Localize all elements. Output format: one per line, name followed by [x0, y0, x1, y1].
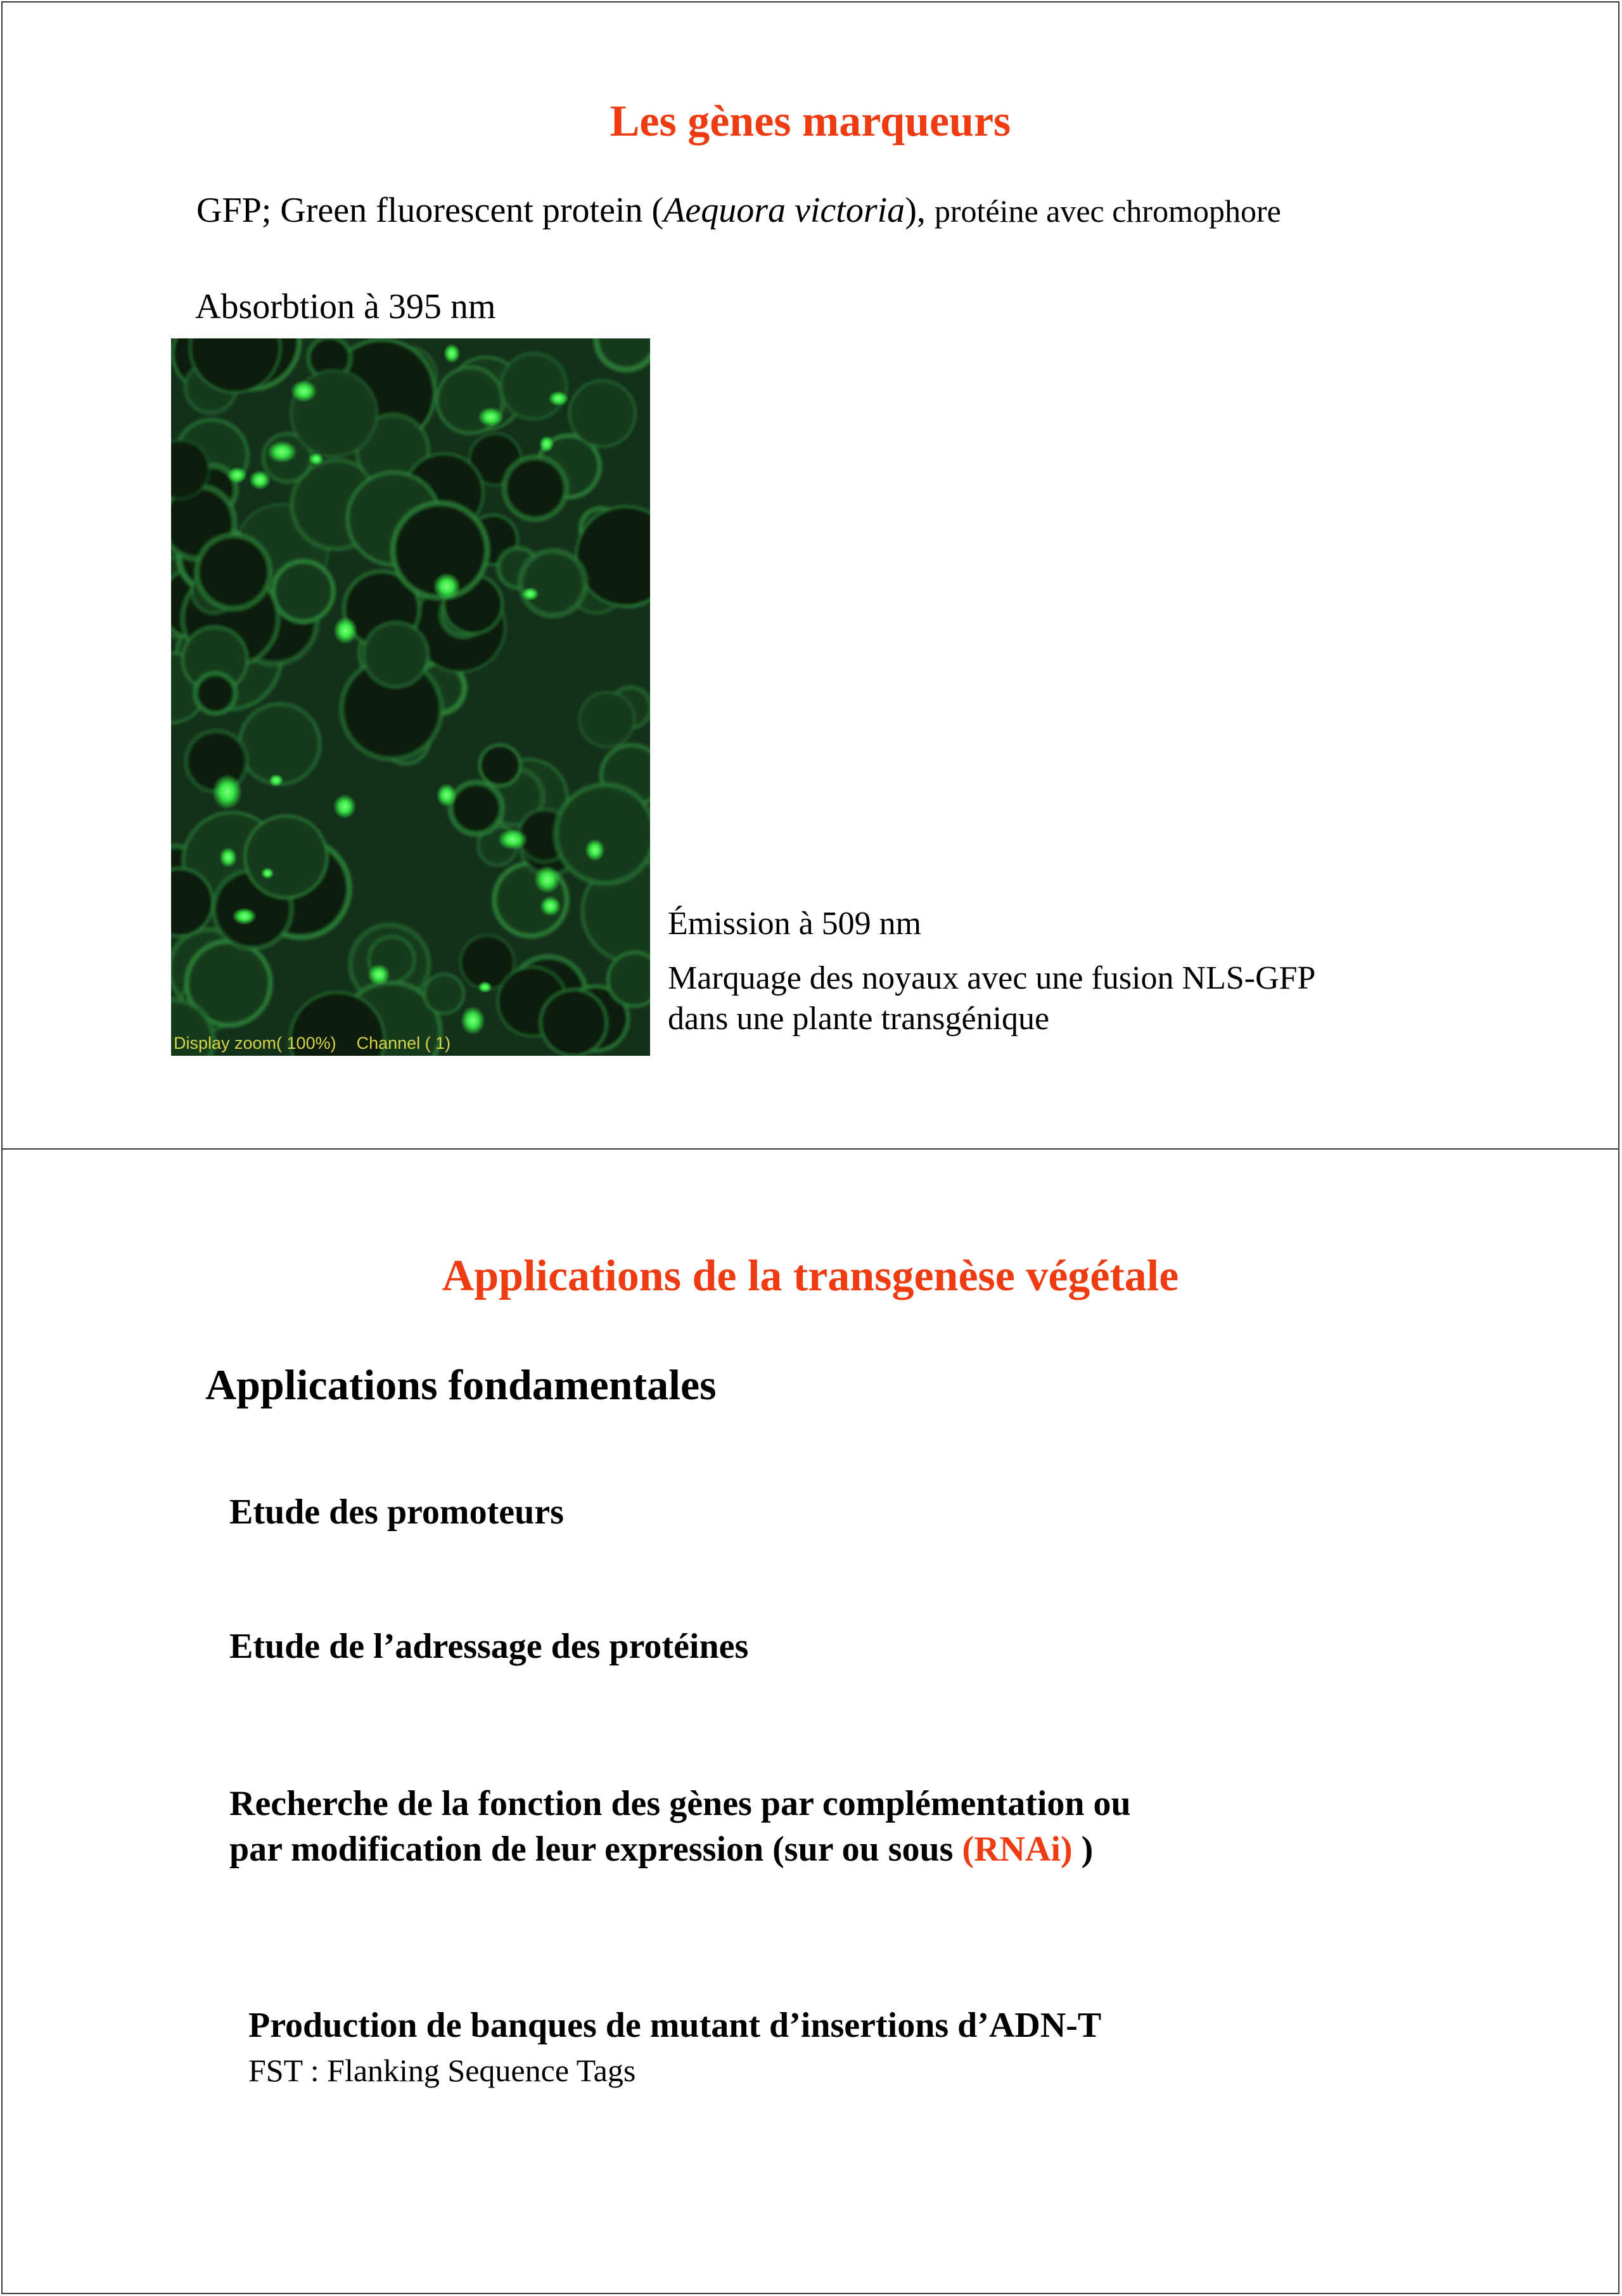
marking-line-1: Marquage des noyaux avec une fusion NLS-GFP: [668, 960, 1316, 996]
list-item-gene-function-line-2: [229, 1829, 1093, 1870]
gfp-micrograph: [171, 338, 650, 1056]
micrograph-caption: [174, 1034, 450, 1053]
caption-zoom: Display zoom( 100%): [174, 1034, 336, 1053]
fluorescent-nucleus: [498, 829, 528, 850]
cell-outline: [540, 990, 606, 1056]
gene-function-suffix: ): [1072, 1830, 1094, 1869]
section-heading: Applications fondamentales: [205, 1361, 717, 1409]
fluorescent-nucleus: [269, 774, 283, 786]
cell-outline: [569, 380, 635, 447]
fluorescent-nucleus: [433, 573, 461, 600]
fluorescent-nucleus: [540, 896, 561, 916]
cell-outline: [504, 457, 566, 519]
fluorescent-nucleus: [291, 380, 317, 402]
fluorescent-nucleus: [333, 617, 357, 645]
slide-title: Applications de la transgenèse végétale: [442, 1252, 1179, 1300]
gfp-prefix: GFP; Green fluorescent protein (: [196, 191, 664, 230]
gfp-description: [196, 190, 1281, 231]
fluorescent-nucleus: [261, 868, 274, 879]
fluorescent-nucleus: [521, 587, 539, 601]
rnai-highlight: (RNAi): [962, 1830, 1073, 1869]
fluorescent-nucleus: [437, 783, 457, 807]
fluorescent-nucleus: [478, 407, 504, 427]
absorption-text: Absorbtion à 395 nm: [195, 287, 496, 326]
fluorescent-nucleus: [461, 1006, 485, 1035]
cell-outline: [480, 745, 521, 786]
fluorescent-nucleus: [309, 452, 324, 465]
gfp-tail: protéine avec chromophore: [934, 193, 1281, 229]
list-item-gene-function-line-1: Recherche de la fonction des gènes par complémentation ou: [229, 1784, 1131, 1823]
fluorescent-nucleus: [333, 794, 356, 819]
fluorescent-nucleus: [212, 774, 242, 809]
list-item-promoters: Etude des promoteurs: [229, 1492, 564, 1532]
fst-definition: FST : Flanking Sequence Tags: [248, 2053, 636, 2088]
marking-line-2: dans une plante transgénique: [668, 1001, 1050, 1037]
fluorescent-nucleus: [219, 847, 237, 868]
cell-outline: [197, 536, 271, 609]
species-name: Aequora victoria: [663, 191, 905, 230]
slide-plant-transgenesis: [1, 1148, 1619, 2294]
gfp-suffix: ),: [905, 191, 935, 230]
caption-channel: Channel ( 1): [356, 1034, 451, 1053]
fluorescent-nucleus: [232, 907, 257, 925]
gene-function-prefix: par modification de leur expression (sur ou sous: [229, 1830, 962, 1869]
cell-outline: [450, 783, 502, 834]
cell-outline: [239, 704, 320, 785]
cell-outline: [556, 785, 650, 883]
fluorescent-nucleus: [267, 441, 297, 463]
fluorescent-nucleus: [249, 470, 271, 490]
cell-outline: [520, 551, 585, 616]
micrograph-image: [171, 338, 650, 1056]
fluorescent-nucleus: [534, 866, 561, 894]
list-item-mutant-banks: Production de banques de mutant d’insertions d’ADN-T: [248, 2006, 1102, 2045]
list-item-protein-targeting: Etude de l’adressage des protéines: [229, 1627, 749, 1666]
fluorescent-nucleus: [227, 467, 247, 484]
fluorescent-nucleus: [478, 981, 492, 992]
cell-outline: [195, 674, 235, 714]
fluorescent-nucleus: [444, 343, 460, 363]
cell-outline: [245, 816, 328, 898]
cell-outline: [579, 692, 634, 747]
cell-outline: [501, 354, 567, 420]
cell-outline: [273, 561, 333, 622]
cell-outline: [425, 974, 464, 1013]
cell-outline: [608, 952, 650, 1006]
cell-outline: [364, 622, 428, 687]
fluorescent-nucleus: [367, 964, 390, 985]
fluorescent-nucleus: [539, 435, 554, 452]
emission-text: Émission à 509 nm: [668, 906, 922, 942]
fluorescent-nucleus: [585, 839, 604, 861]
slide-gene-markers: [1, 1, 1619, 1150]
fluorescent-nucleus: [549, 391, 569, 406]
slide-title: Les gènes marqueurs: [610, 97, 1011, 146]
